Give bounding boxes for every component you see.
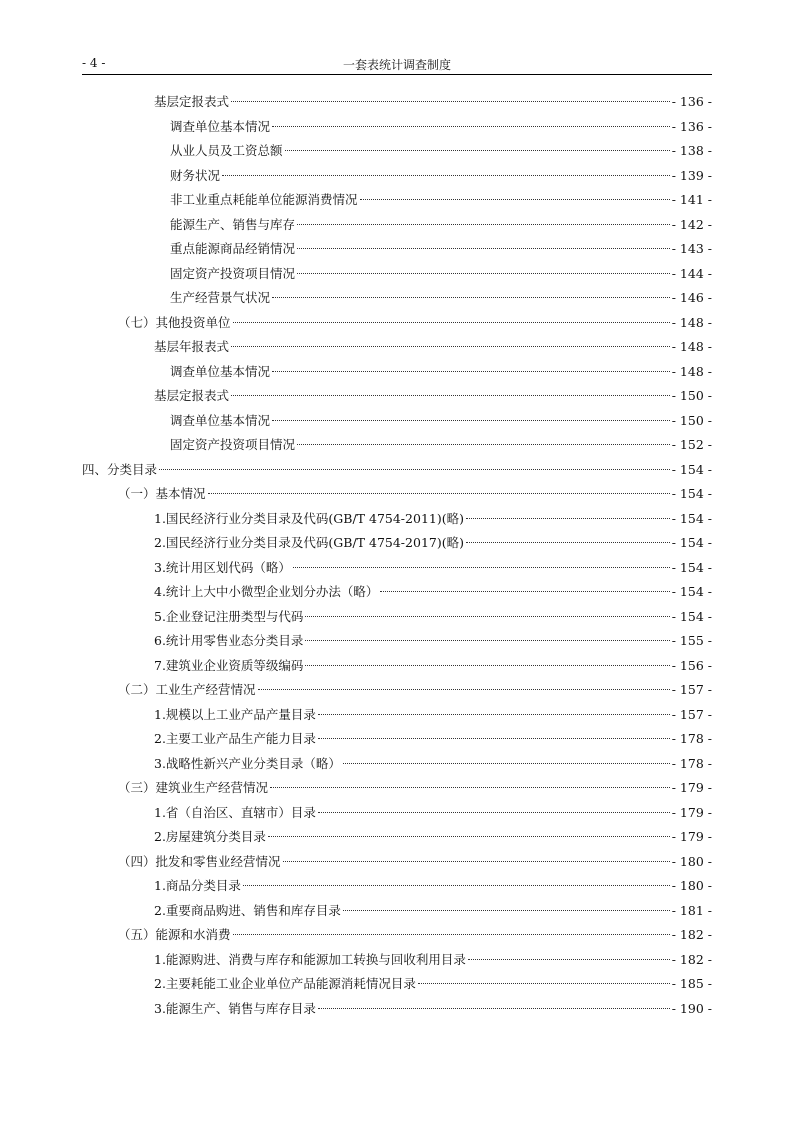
dot-leader bbox=[283, 861, 670, 862]
toc-entry[interactable] bbox=[82, 239, 712, 264]
toc-entry[interactable] bbox=[82, 950, 712, 975]
toc-entry[interactable] bbox=[82, 876, 712, 901]
toc-entry-page: - 136 - bbox=[671, 94, 712, 109]
toc-entry-label: 6.统计用零售业态分类目录 bbox=[154, 633, 304, 648]
dot-leader bbox=[297, 273, 670, 274]
toc-entry-label: 1.规模以上工业产品产量目录 bbox=[154, 706, 316, 722]
dot-leader bbox=[208, 493, 670, 494]
toc-entry-label: 固定资产投资项目情况 bbox=[170, 265, 296, 281]
toc-entry[interactable] bbox=[82, 754, 712, 779]
toc-entry-label: 能源生产、销售与库存 bbox=[170, 216, 296, 232]
dot-leader bbox=[343, 763, 670, 764]
toc-entry[interactable] bbox=[82, 337, 712, 362]
toc-entry-label: 财务状况 bbox=[170, 167, 221, 183]
toc-entry-label: （三）建筑业生产经营情况 bbox=[118, 780, 269, 795]
toc-entry[interactable] bbox=[82, 435, 712, 460]
dot-leader bbox=[272, 126, 670, 127]
toc-entry[interactable] bbox=[82, 974, 712, 999]
toc-entry-label: 重点能源商品经销情况 bbox=[170, 241, 296, 256]
dot-leader bbox=[305, 665, 669, 666]
dot-leader bbox=[272, 420, 670, 421]
toc-entry-page: - 148 - bbox=[671, 314, 712, 330]
dot-leader bbox=[318, 1008, 670, 1009]
dot-leader bbox=[466, 542, 670, 543]
toc-entry-label: 固定资产投资项目情况 bbox=[170, 437, 296, 452]
toc-entry[interactable] bbox=[82, 117, 712, 142]
toc-entry-label: （四）批发和零售业经营情况 bbox=[118, 853, 281, 869]
toc-entry[interactable] bbox=[82, 288, 712, 313]
dot-leader bbox=[272, 297, 670, 298]
toc-entry-page: - 182 - bbox=[671, 927, 712, 942]
toc-entry[interactable] bbox=[82, 264, 712, 289]
dot-leader bbox=[360, 199, 670, 200]
toc-entry-label: 1.省（自治区、直辖市）目录 bbox=[154, 804, 316, 820]
toc-entry-page: - 185 - bbox=[671, 976, 712, 991]
toc-entry[interactable] bbox=[82, 141, 712, 166]
toc-entry[interactable] bbox=[82, 190, 712, 215]
toc-entry[interactable] bbox=[82, 656, 712, 681]
toc-entry-page: - 157 - bbox=[671, 682, 712, 697]
toc-entry-label: 1.国民经济行业分类目录及代码(GB/T 4754-2011)(略) bbox=[154, 510, 464, 526]
toc-entry[interactable] bbox=[82, 778, 712, 803]
toc-entry[interactable] bbox=[82, 901, 712, 926]
dot-leader bbox=[466, 518, 670, 519]
dot-leader bbox=[272, 371, 670, 372]
toc-entry-label: 5.企业登记注册类型与代码 bbox=[154, 608, 304, 624]
toc-entry-page: - 157 - bbox=[671, 706, 712, 722]
toc-entry-page: - 148 - bbox=[671, 339, 712, 354]
toc-entry-label: （一）基本情况 bbox=[118, 486, 206, 501]
dot-leader bbox=[305, 640, 669, 641]
toc-entry-label: 非工业重点耗能单位能源消费情况 bbox=[170, 192, 358, 207]
toc-entry-page: - 182 - bbox=[671, 951, 712, 967]
toc-entry[interactable] bbox=[82, 705, 712, 730]
toc-entry-page: - 156 - bbox=[671, 657, 712, 673]
toc-entry-label: 2.国民经济行业分类目录及代码(GB/T 4754-2017)(略) bbox=[154, 535, 464, 550]
toc-entry[interactable] bbox=[82, 729, 712, 754]
toc-entry-label: 2.主要耗能工业企业单位产品能源消耗情况目录 bbox=[154, 976, 416, 991]
toc-entry[interactable] bbox=[82, 852, 712, 877]
dot-leader bbox=[231, 395, 670, 396]
dot-leader bbox=[285, 150, 670, 151]
toc-entry-page: - 143 - bbox=[671, 241, 712, 256]
toc-entry[interactable] bbox=[82, 386, 712, 411]
toc-entry-label: 调查单位基本情况 bbox=[170, 363, 271, 379]
dot-leader bbox=[233, 934, 670, 935]
dot-leader bbox=[243, 885, 670, 886]
toc-entry-label: 3.战略性新兴产业分类目录（略） bbox=[154, 755, 341, 771]
toc-entry-page: - 154 - bbox=[671, 584, 712, 599]
dot-leader bbox=[270, 787, 670, 788]
toc-entry-label: （五）能源和水消费 bbox=[118, 927, 231, 942]
toc-entry-page: - 141 - bbox=[671, 192, 712, 207]
toc-entry[interactable] bbox=[82, 607, 712, 632]
dot-leader bbox=[468, 959, 670, 960]
toc-entry-label: 3.统计用区划代码（略） bbox=[154, 559, 291, 575]
dot-leader bbox=[318, 714, 670, 715]
toc-entry[interactable] bbox=[82, 484, 712, 509]
toc-entry-label: 2.重要商品购进、销售和库存目录 bbox=[154, 902, 341, 918]
toc-entry-label: （七）其他投资单位 bbox=[118, 314, 231, 330]
toc-entry[interactable] bbox=[82, 827, 712, 852]
dot-leader bbox=[231, 101, 670, 102]
dot-leader bbox=[159, 469, 670, 470]
toc-entry[interactable] bbox=[82, 509, 712, 534]
toc-entry-page: - 142 - bbox=[671, 216, 712, 232]
toc-entry-page: - 136 - bbox=[671, 118, 712, 134]
toc-entry[interactable] bbox=[82, 362, 712, 387]
document-title: 一套表统计调查制度 bbox=[342, 58, 451, 72]
toc-entry-label: 7.建筑业企业资质等级编码 bbox=[154, 657, 304, 673]
toc-entry-page: - 179 - bbox=[671, 780, 712, 795]
toc-entry-label: 4.统计上大中小微型企业划分办法（略） bbox=[154, 584, 379, 599]
dot-leader bbox=[318, 812, 670, 813]
toc-entry[interactable] bbox=[82, 460, 712, 485]
dot-leader bbox=[268, 836, 670, 837]
page-header bbox=[82, 56, 712, 75]
dot-leader bbox=[231, 346, 670, 347]
toc-entry-label: 从业人员及工资总额 bbox=[170, 143, 283, 158]
toc-entry[interactable] bbox=[82, 215, 712, 240]
toc-entry[interactable] bbox=[82, 533, 712, 558]
toc-entry-label: 3.能源生产、销售与库存目录 bbox=[154, 1000, 316, 1016]
toc-entry-label: 2.主要工业产品生产能力目录 bbox=[154, 731, 316, 746]
toc-entry-page: - 154 - bbox=[671, 559, 712, 575]
toc-entry-label: 2.房屋建筑分类目录 bbox=[154, 829, 266, 844]
toc-entry-label: 基层定报表式 bbox=[154, 94, 230, 109]
dot-leader bbox=[297, 248, 670, 249]
toc-entry-label: （二）工业生产经营情况 bbox=[118, 682, 256, 697]
toc-entry-page: - 146 - bbox=[671, 290, 712, 305]
toc-entry[interactable] bbox=[82, 558, 712, 583]
toc-entry-page: - 138 - bbox=[671, 143, 712, 158]
toc-entry[interactable] bbox=[82, 582, 712, 607]
dot-leader bbox=[305, 616, 669, 617]
dot-leader bbox=[293, 567, 670, 568]
toc-entry-page: - 139 - bbox=[671, 167, 712, 183]
toc-entry-label: 基层定报表式 bbox=[154, 388, 230, 403]
toc-entry-label: 1.能源购进、消费与库存和能源加工转换与回收利用目录 bbox=[154, 951, 466, 967]
toc-entry-page: - 150 - bbox=[671, 388, 712, 403]
table-of-contents bbox=[82, 92, 712, 1023]
dot-leader bbox=[380, 591, 669, 592]
toc-entry-page: - 179 - bbox=[671, 829, 712, 844]
toc-entry-page: - 190 - bbox=[671, 1000, 712, 1016]
dot-leader bbox=[233, 322, 670, 323]
toc-entry[interactable] bbox=[82, 313, 712, 338]
toc-entry-page: - 179 - bbox=[671, 804, 712, 820]
toc-entry[interactable] bbox=[82, 999, 712, 1024]
toc-entry-label: 基层年报表式 bbox=[154, 339, 230, 354]
toc-entry-page: - 154 - bbox=[671, 486, 712, 501]
toc-entry-page: - 154 - bbox=[671, 608, 712, 624]
toc-entry[interactable] bbox=[82, 680, 712, 705]
dot-leader bbox=[343, 910, 670, 911]
toc-entry[interactable] bbox=[82, 411, 712, 436]
toc-entry[interactable] bbox=[82, 803, 712, 828]
toc-entry-page: - 148 - bbox=[671, 363, 712, 379]
toc-entry-page: - 152 - bbox=[671, 437, 712, 452]
page-number: - 4 - bbox=[82, 56, 106, 70]
toc-entry-page: - 180 - bbox=[671, 853, 712, 869]
dot-leader bbox=[297, 224, 670, 225]
toc-entry-page: - 155 - bbox=[671, 633, 712, 648]
toc-entry-label: 生产经营景气状况 bbox=[170, 290, 271, 305]
toc-entry-label: 1.商品分类目录 bbox=[154, 878, 241, 893]
dot-leader bbox=[258, 689, 670, 690]
toc-entry-page: - 154 - bbox=[671, 510, 712, 526]
toc-entry-page: - 178 - bbox=[671, 755, 712, 771]
toc-entry-page: - 144 - bbox=[671, 265, 712, 281]
toc-entry-page: - 181 - bbox=[671, 902, 712, 918]
toc-entry[interactable] bbox=[82, 166, 712, 191]
toc-entry[interactable] bbox=[82, 631, 712, 656]
dot-leader bbox=[418, 983, 670, 984]
toc-entry-label: 调查单位基本情况 bbox=[170, 118, 271, 134]
toc-entry-page: - 178 - bbox=[671, 731, 712, 746]
toc-entry[interactable] bbox=[82, 92, 712, 117]
toc-entry-page: - 154 - bbox=[671, 461, 712, 477]
toc-entry-label: 四、分类目录 bbox=[82, 461, 158, 477]
toc-entry[interactable] bbox=[82, 925, 712, 950]
toc-entry-page: - 154 - bbox=[671, 535, 712, 550]
dot-leader bbox=[297, 444, 670, 445]
toc-entry-page: - 150 - bbox=[671, 412, 712, 428]
toc-entry-page: - 180 - bbox=[671, 878, 712, 893]
dot-leader bbox=[318, 738, 670, 739]
dot-leader bbox=[222, 175, 670, 176]
toc-entry-label: 调查单位基本情况 bbox=[170, 412, 271, 428]
